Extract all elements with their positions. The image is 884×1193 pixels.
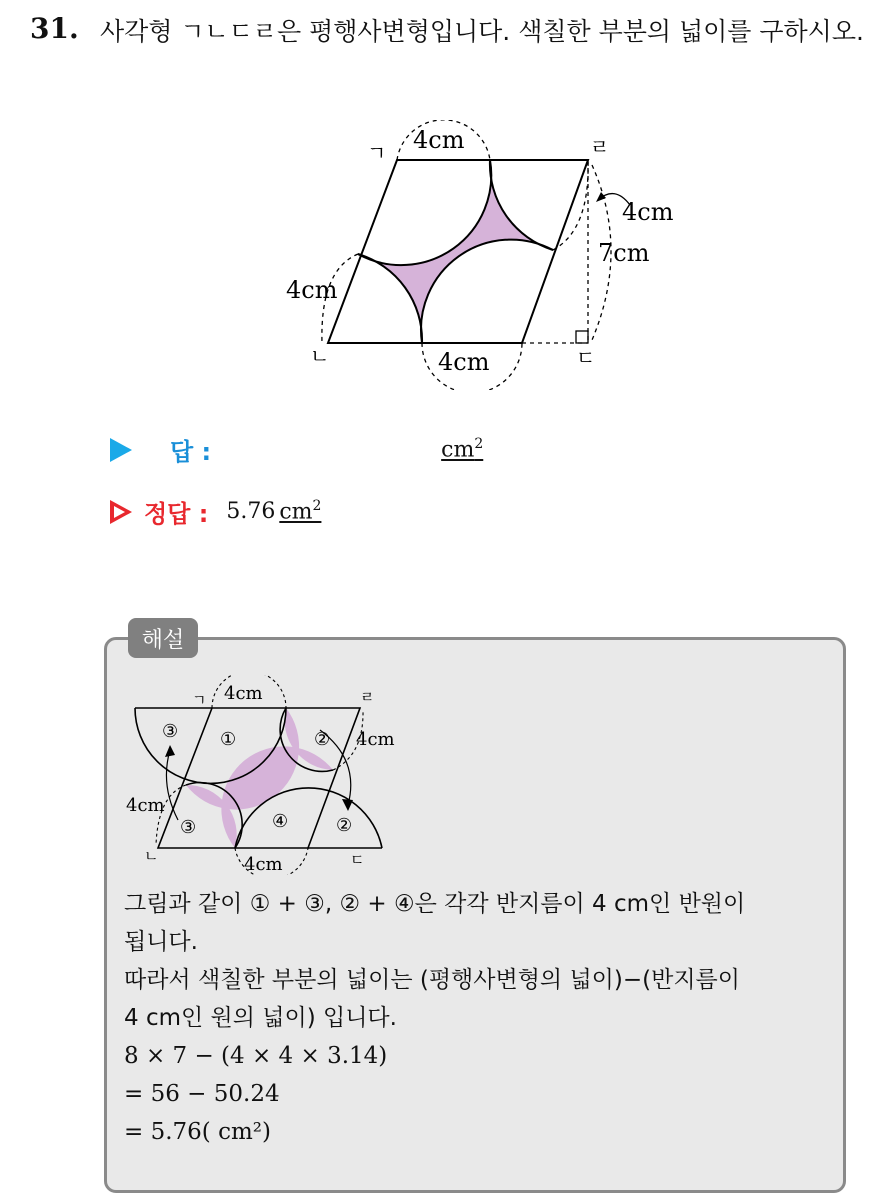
right-angle-mark bbox=[576, 331, 588, 343]
vertex-label: ㄱ bbox=[367, 141, 387, 165]
answer-unit: $cm^2$ bbox=[441, 436, 484, 463]
region-label: ③ bbox=[180, 817, 197, 838]
height-label: 7cm bbox=[598, 239, 650, 267]
solution-line: 그림과 같이 ① + ③, ② + ④은 각각 반지름이 4 cm인 반원이 bbox=[124, 891, 746, 917]
bottom-label: 4cm bbox=[244, 854, 283, 875]
bottom-radius-label: 4cm bbox=[438, 348, 490, 376]
solution-line: 됩니다. bbox=[124, 929, 198, 955]
play-arrow-icon bbox=[110, 438, 132, 462]
solution-line: 4 cm인 원의 넓이) 입니다. bbox=[124, 1005, 397, 1031]
parallelogram-figure bbox=[270, 120, 690, 390]
vertex-label: ㄴ bbox=[310, 344, 330, 368]
curved-arrow-head bbox=[596, 192, 606, 202]
top-radius-label: 4cm bbox=[413, 126, 465, 154]
right-radius-label: 4cm bbox=[622, 198, 674, 226]
region-label: ③ bbox=[162, 721, 179, 742]
right-label: 4cm bbox=[356, 729, 395, 750]
region-label: ② bbox=[336, 815, 353, 836]
answer-label: 답 : bbox=[170, 438, 212, 466]
question-text: 사각형 ㄱㄴㄷㄹ은 평행사변형입니다. 색칠한 부분의 넓이를 구하시오. bbox=[100, 17, 864, 46]
solution-line: = 56 − 50.24 bbox=[124, 1081, 280, 1107]
vertex-label: ㄷ bbox=[576, 346, 596, 370]
solution-text bbox=[124, 885, 836, 1151]
solution-line: = 5.76( cm²) bbox=[124, 1119, 271, 1145]
region-label: ④ bbox=[272, 811, 289, 832]
vertex-label: ㄱ bbox=[192, 691, 207, 709]
left-radius-label: 4cm bbox=[286, 276, 338, 304]
solution-figure bbox=[120, 675, 420, 875]
outline-arrow-icon bbox=[110, 500, 132, 524]
answer-row bbox=[110, 432, 483, 467]
arrow-head-left bbox=[165, 745, 175, 757]
left-label: 4cm bbox=[126, 795, 165, 816]
solution-line: 8 × 7 − (4 × 4 × 3.14) bbox=[124, 1043, 388, 1069]
region-label: ① bbox=[220, 729, 237, 750]
shaded-region bbox=[186, 708, 333, 848]
vertex-label: ㄴ bbox=[144, 847, 159, 865]
solution-tag: 해설 bbox=[128, 618, 198, 658]
vertex-label: ㄹ bbox=[590, 135, 610, 159]
correct-answer-value: 5.76 bbox=[226, 499, 276, 524]
correct-answer-unit: $cm^2$ bbox=[279, 498, 322, 525]
vertex-label: ㄹ bbox=[360, 688, 375, 706]
question-number: 31. bbox=[30, 12, 79, 45]
top-label: 4cm bbox=[224, 683, 263, 704]
region-label: ② bbox=[314, 729, 331, 750]
arrow-head-right bbox=[342, 799, 353, 811]
solution-line: 따라서 색칠한 부분의 넓이는 (평행사변형의 넓이)−(반지름이 bbox=[124, 967, 740, 993]
answer-input[interactable] bbox=[211, 436, 441, 464]
correct-answer-label: 정답 : bbox=[144, 500, 209, 528]
vertex-label: ㄷ bbox=[350, 851, 365, 869]
correct-answer-row bbox=[110, 494, 321, 529]
